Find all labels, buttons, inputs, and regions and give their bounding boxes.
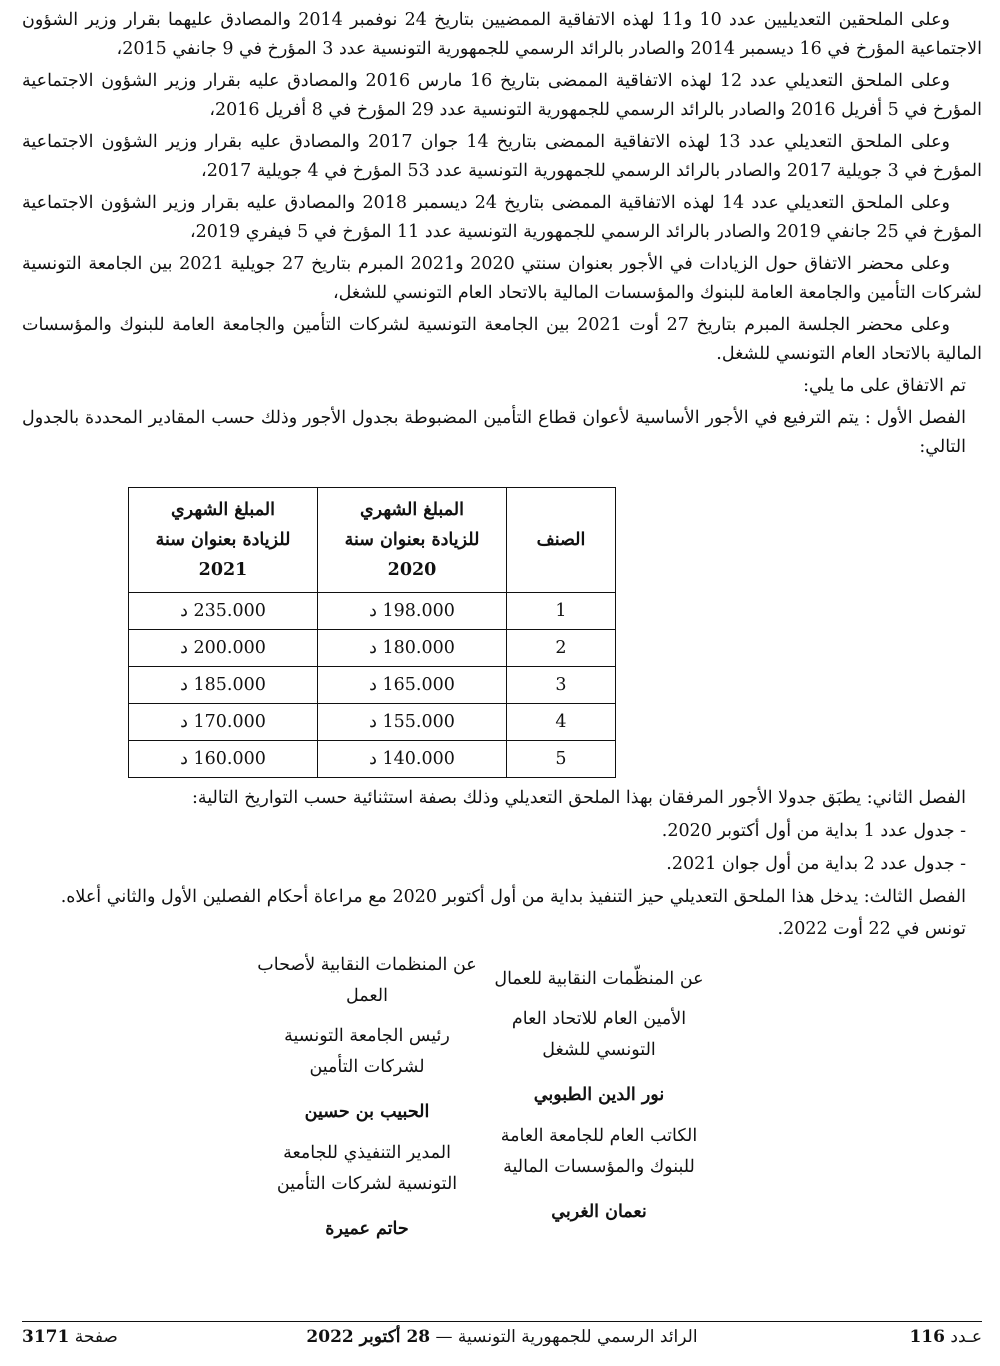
footer-divider [22,1321,982,1322]
table-row [129,667,616,704]
paragraph-annex-14: وعلى الملحق التعديلي عدد 14 لهذه الاتفاقية الممضى بتاريخ 24 ديسمبر 2018 والمصادق عليه بقرار وزير الشؤون الاجتماعية المؤرخ في 25 جانفي 2019 والصادر بالرائد الرسمي للجمهورية التونسية عدد 11 المؤرخ في 5 فيفري 2019، [22,193,982,242]
workers-title-1: الأمين العام للاتحاد العام التونسي للشغل [511,1009,687,1060]
page-footer [22,1327,982,1357]
page-number: صفحة 3171 [22,1327,118,1347]
amount-2020-cell: 140.000 د [318,741,507,778]
paragraph-annex-12: وعلى الملحق التعديلي عدد 12 لهذه الاتفاقية الممضى بتاريخ 16 مارس 2016 والمصادق عليه بقرار وزير الشؤون الاجتماعية المؤرخ في 5 أفريل 2016 والصادر بالرائد الرسمي للجمهورية التونسية عدد 29 المؤرخ في 8 أفريل 2016، [22,71,982,120]
agreed-statement: تم الاتفاق على ما يلي: [803,376,966,396]
amount-2020-cell: 165.000 د [318,667,507,704]
category-cell: 2 [507,630,616,667]
list-item: - جدول عدد 1 بداية من أول أكتوبر 2020. [661,821,966,841]
category-cell: 4 [507,704,616,741]
table-row [129,741,616,778]
amount-2020-cell: 180.000 د [318,630,507,667]
workers-name-1: نور الدين الطبوبي [533,1085,665,1105]
employers-name-2: حاتم عميرة [325,1219,409,1239]
paragraph-annex-10-11: وعلى الملحقين التعديليين عدد 10 و11 لهذه الاتفاقية الممضيين بتاريخ 24 نوفمبر 2014 والمصادق عليهما بقرار وزير الشؤون الاجتماعية المؤرخ في 16 ديسمبر 2014 والصادر بالرائد الرسمي للجمهورية التونسية عدد 3 المؤرخ في 9 جانفي 2015، [22,10,982,59]
header-category: الصنف [507,488,616,593]
employers-name-1: الحبيب بن حسين [304,1102,430,1122]
signatures-block [22,950,982,1250]
amount-2020-cell: 198.000 د [318,593,507,630]
amount-2021-cell: 160.000 د [129,741,318,778]
workers-signatures [484,950,714,1238]
table-row [129,630,616,667]
table-row [129,704,616,741]
amount-2021-cell: 235.000 د [129,593,318,630]
category-cell: 3 [507,667,616,704]
article-2: الفصل الثاني: يطبَق جدولا الأجور المرفقان بهذا الملحق التعديلي وذلك بصفة استثنائية حسب التواريخ التالية: [191,788,966,808]
paragraph-annex-13: وعلى الملحق التعديلي عدد 13 لهذه الاتفاقية الممضى بتاريخ 14 جوان 2017 والمصادق عليه بقرار وزير الشؤون الاجتماعية المؤرخ في 3 جويلية 2017 والصادر بالرائد الرسمي للجمهورية التونسية عدد 53 المؤرخ في 4 جويلية 2017، [22,132,982,181]
employers-org-label: عن المنظمات النقابية لأصحاب العمل [257,955,477,1006]
employers-title-1: رئيس الجامعة التونسية لشركات التأمين [284,1026,450,1077]
document-body [22,6,982,1250]
salary-increase-table [128,487,616,778]
workers-title-2: الكاتب العام للجامعة العامة للبنوك والمؤسسات المالية [500,1126,698,1177]
paragraph-session-minutes: وعلى محضر الجلسة المبرم بتاريخ 27 أوت 2021 بين الجامعة التونسية لشركات التأمين والجامعة العامة للبنوك والمؤسسات المالية بالاتحاد العام التونسي للشغل. [22,315,982,364]
article-1: الفصل الأول : يتم الترفيع في الأجور الأساسية لأعوان قطاع التأمين المضبوطة بجدول الأجور وذلك حسب المقادير المحددة بالجدول التالي: [22,408,966,457]
article-3: الفصل الثالث: يدخل هذا الملحق التعديلي حيز التنفيذ بداية من أول أكتوبر 2020 مع مراعاة أحكام الفصلين الأول والثاني أعلاه. [60,887,966,907]
workers-name-2: نعمان الغربي [551,1202,647,1222]
amount-2021-cell: 185.000 د [129,667,318,704]
employers-signatures [252,950,482,1255]
amount-2020-cell: 155.000 د [318,704,507,741]
workers-org-label: عن المنظّمات النقابية للعمال [494,969,704,989]
category-cell: 5 [507,741,616,778]
list-item: - جدول عدد 2 بداية من أول جوان 2021. [666,854,966,874]
issue-number: عـدد 116 [909,1327,982,1347]
table-header-row [129,488,616,593]
header-2021: المبلغ الشهري للزيادة بعنوان سنة 2021 [129,488,318,593]
category-cell: 1 [507,593,616,630]
paragraph-wage-agreement: وعلى محضر الاتفاق حول الزيادات في الأجور بعنوان سنتي 2020 و2021 المبرم بتاريخ 27 جويلية 2021 بين الجامعة التونسية لشركات التأمين والجامعة العامة للبنوك والمؤسسات المالية بالاتحاد العام التونسي للشغل، [22,254,982,303]
place-date: تونس في 22 أوت 2022. [777,919,966,939]
header-2020: المبلغ الشهري للزيادة بعنوان سنة 2020 [318,488,507,593]
employers-title-2: المدير التنفيذي للجامعة التونسية لشركات التأمين [276,1143,458,1194]
gazette-title: الرائد الرسمي للجمهورية التونسية — 28 أكتوبر 2022 [306,1327,698,1347]
amount-2021-cell: 200.000 د [129,630,318,667]
table-row [129,593,616,630]
salary-table-wrapper [22,487,982,778]
amount-2021-cell: 170.000 د [129,704,318,741]
